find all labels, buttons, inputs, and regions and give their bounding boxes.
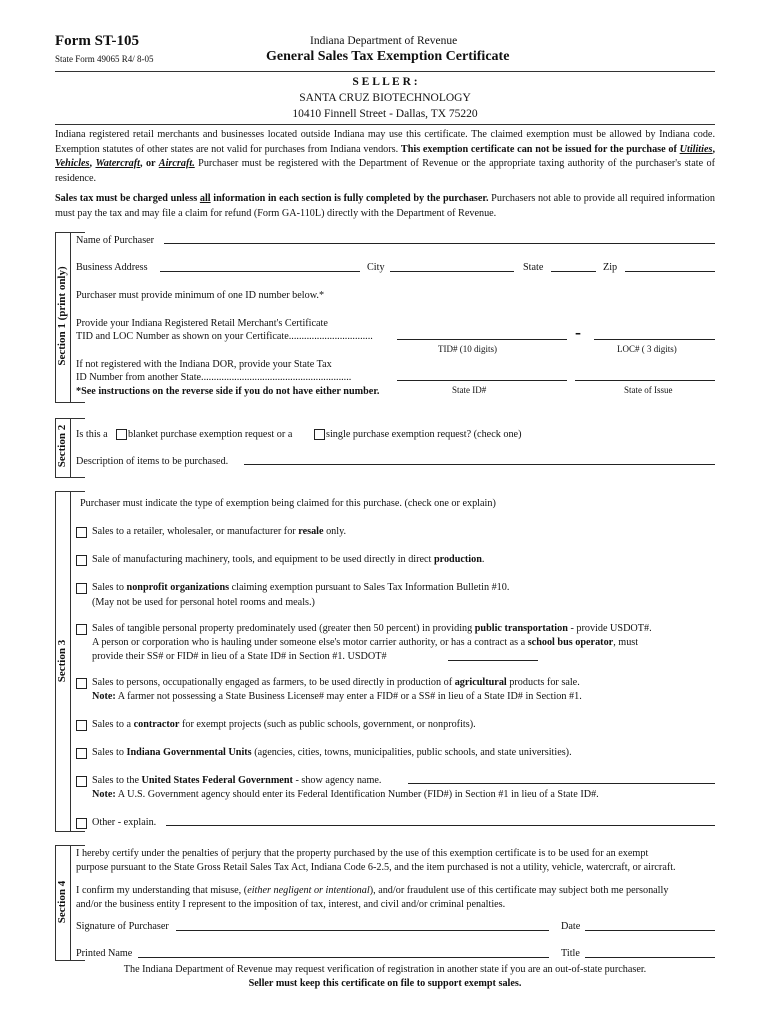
contractor-label <box>92 719 476 731</box>
intro-paragraph <box>55 128 715 186</box>
transport-text-c: - provide USDOT#. <box>567 623 652 634</box>
loc-number-field[interactable] <box>594 339 715 340</box>
misuse-text-a: I confirm my understanding that misuse, ( <box>76 885 248 896</box>
blanket-label: blanket purchase exemption request or a <box>128 429 293 440</box>
transport-text-f: , must <box>613 637 639 648</box>
date-label: Date <box>561 921 581 932</box>
section4-label: Section 4 <box>56 880 68 924</box>
intro-utilities: Utilities <box>679 143 713 155</box>
business-address-label: Business Address <box>76 262 148 273</box>
state-id-field[interactable] <box>397 380 567 381</box>
description-label: Description of items to be purchased. <box>76 456 229 467</box>
misuse-line1 <box>76 885 668 897</box>
charge-paragraph <box>55 192 715 221</box>
state-label: State <box>523 262 544 273</box>
agri-text-a: Sales to persons, occupationally engaged as farmers, to be used directly in production of <box>92 677 455 688</box>
transport-text-b: public transportation <box>474 623 568 634</box>
gov-text-a: Sales to <box>92 747 127 758</box>
federal-government-checkbox[interactable] <box>76 776 87 787</box>
agricultural-checkbox[interactable] <box>76 678 87 689</box>
nonprofit-note: (May not be used for personal hotel rooms and meals.) <box>92 597 315 608</box>
nonprofit-checkbox[interactable] <box>76 583 87 594</box>
transport-text-a: Sales of tangible personal property predominately used (greater then 50 percent) in providing <box>92 623 475 634</box>
intro-aircraft: Aircraft. <box>158 158 195 169</box>
other-explain-field[interactable] <box>166 825 715 826</box>
city-label: City <box>367 262 385 273</box>
state-tax-instruction-line1: If not registered with the Indiana DOR, provide your State Tax <box>76 359 332 370</box>
agri-note-label: Note: <box>92 691 116 702</box>
name-of-purchaser-field[interactable] <box>164 243 715 244</box>
id-requirement-note: Purchaser must provide minimum of one ID number below.* <box>76 290 325 301</box>
intro-text-c: Purchaser must be registered with the Department of Revenue or the appropriate taxing authority of the purchaser's state of residence. <box>55 158 716 184</box>
tid-caption: TID# (10 digits) <box>438 344 497 354</box>
tid-number-field[interactable] <box>397 339 567 340</box>
transportation-line2 <box>92 637 638 649</box>
contractor-text-b: contractor <box>133 719 180 730</box>
charge-text-a: Sales tax must be charged unless <box>55 193 200 204</box>
production-text-a: Sale of manufacturing machinery, tools, and equipment to be used directly in direct <box>92 554 434 565</box>
charge-all: all <box>199 193 211 204</box>
section1-label: Section 1 (print only) <box>56 266 68 366</box>
resale-text-a: Sales to a retailer, wholesaler, or manufacturer for <box>92 526 299 537</box>
see-instructions-note: *See instructions on the reverse side if you do not have either number. <box>76 386 380 397</box>
zip-label: Zip <box>603 262 618 273</box>
transport-text-e: school bus operator <box>527 637 614 648</box>
state-field[interactable] <box>551 271 596 272</box>
production-checkbox[interactable] <box>76 555 87 566</box>
resale-checkbox[interactable] <box>76 527 87 538</box>
printed-name-label: Printed Name <box>76 948 133 959</box>
tid-instruction-line2: TID and LOC Number as shown on your Certificate................................. <box>76 331 373 342</box>
tid-instruction-line1: Provide your Indiana Registered Retail Merchant's Certificate <box>76 318 328 329</box>
charge-text-b: information in each section is fully completed by the purchaser. <box>210 193 489 204</box>
nonprofit-text-c: claiming exemption pursuant to Sales Tax Information Bulletin #10. <box>229 582 510 593</box>
intro-vehicles: Vehicles <box>55 158 90 169</box>
signature-field[interactable] <box>176 930 549 931</box>
usdot-field[interactable] <box>448 660 538 661</box>
single-checkbox[interactable] <box>314 429 325 440</box>
business-address-field[interactable] <box>160 271 360 272</box>
footer-seller-note: Seller must keep this certificate on file to support exempt sales. <box>248 978 522 989</box>
form-id: Form ST-105 <box>55 33 140 49</box>
transport-text-d: A person or corporation who is hauling under someone else's motor carrier authority, or has a contract as a <box>92 637 528 648</box>
zip-field[interactable] <box>625 271 715 272</box>
contractor-checkbox[interactable] <box>76 720 87 731</box>
fed-text-a: Sales to the <box>92 775 142 786</box>
certification-line2: purpose pursuant to the State Gross Retail Sales Tax Act, Indiana Code 6-2.5, and the item purchased is not a utility, vehicle, watercraft, or aircraft. <box>76 862 676 873</box>
intro-comma-2: , <box>89 158 96 169</box>
transportation-checkbox[interactable] <box>76 624 87 635</box>
nonprofit-text-b: nonprofit organizations <box>126 582 230 593</box>
seller-name: SANTA CRUZ BIOTECHNOLOGY <box>299 92 471 104</box>
resale-label <box>92 526 346 538</box>
printed-name-field[interactable] <box>138 957 549 958</box>
resale-text-b: resale <box>298 526 324 537</box>
city-field[interactable] <box>390 271 514 272</box>
fed-note-label: Note: <box>92 789 116 800</box>
charge-text-c: Purchasers not able to provide all required information must pay the tax and may file a claim for refund (Form GA-110L) directly with the Department of Revenue. <box>55 193 715 219</box>
fed-note-text: A U.S. Government agency should enter its Federal Identification Number (FID#) in Section #1 in lieu of a State ID#. <box>115 789 599 800</box>
federal-government-label <box>92 775 381 787</box>
gov-text-c: (agencies, cities, towns, municipalities, public schools, and state universities). <box>251 747 572 758</box>
governmental-units-label <box>92 747 572 759</box>
state-id-caption: State ID# <box>452 385 487 395</box>
seller-address: 10410 Finnell Street - Dallas, TX 75220 <box>292 108 478 120</box>
production-label <box>92 554 484 566</box>
certification-line1: I hereby certify under the penalties of perjury that the property purchased by the use of this exemption certificate is to be used for an exempt <box>76 848 649 859</box>
agri-note-text: A farmer not possessing a State Business License# may enter a FID# or a SS# in lieu of a State ID# in Section #1. <box>115 691 582 702</box>
seller-divider <box>55 124 715 125</box>
agri-text-b: agricultural <box>454 677 507 688</box>
single-label: single purchase exemption request? (check one) <box>326 429 522 440</box>
description-field[interactable] <box>244 464 715 465</box>
section2-bracket <box>70 418 85 478</box>
state-of-issue-caption: State of Issue <box>624 385 673 395</box>
section3-label: Section 3 <box>56 639 68 683</box>
governmental-units-checkbox[interactable] <box>76 748 87 759</box>
state-of-issue-field[interactable] <box>575 380 715 381</box>
section3-intro: Purchaser must indicate the type of exemption being claimed for this purchase. (check one or explain) <box>80 498 496 509</box>
other-label: Other - explain. <box>92 817 157 828</box>
date-field[interactable] <box>585 930 715 931</box>
nonprofit-label <box>92 582 509 594</box>
intro-or: , or <box>140 158 159 169</box>
gov-text-b: Indiana Governmental Units <box>126 747 252 758</box>
signature-label: Signature of Purchaser <box>76 921 169 932</box>
fed-text-b: United States Federal Government <box>141 775 293 786</box>
production-text-b: production <box>433 554 482 565</box>
footer-verification-note: The Indiana Department of Revenue may request verification of registration in another state if you are an out-of-state purchaser. <box>123 964 647 975</box>
intro-watercraft: Watercraft <box>95 158 140 169</box>
form-title: General Sales Tax Exemption Certificate <box>266 49 510 64</box>
state-tax-instruction-line2: ID Number from another State........................................................... <box>76 372 352 383</box>
production-text-c: . <box>481 554 485 565</box>
intro-text-b: This exemption certificate can not be issued for the purchase of <box>400 143 680 155</box>
transportation-label <box>92 623 652 635</box>
agency-name-field[interactable] <box>408 783 715 784</box>
fed-text-c: - show agency name. <box>292 775 382 786</box>
federal-note <box>92 789 599 801</box>
seller-label: S E L L E R : <box>352 76 418 88</box>
is-this-a-label: Is this a <box>76 429 108 440</box>
tid-loc-dash: - <box>575 322 581 342</box>
agricultural-note <box>92 691 582 703</box>
title-field[interactable] <box>585 957 715 958</box>
misuse-text-c: ), and/or fraudulent use of this certificate may subject both me personally <box>369 885 669 896</box>
resale-text-c: only. <box>323 526 347 537</box>
state-form-number: State Form 49065 R4/ 8-05 <box>55 54 154 64</box>
header-divider <box>55 71 715 72</box>
misuse-line2: and/or the business entity I represent to the imposition of tax, interest, and civil and/or criminal penalties. <box>76 899 506 910</box>
other-checkbox[interactable] <box>76 818 87 829</box>
blanket-checkbox[interactable] <box>116 429 127 440</box>
contractor-text-c: for exempt projects (such as public schools, government, or nonprofits). <box>179 719 476 730</box>
contractor-text-a: Sales to a <box>92 719 134 730</box>
agri-text-c: products for sale. <box>506 677 580 688</box>
title-label: Title <box>561 948 580 959</box>
misuse-text-b: either negligent or intentional <box>247 885 370 896</box>
agricultural-label <box>92 677 580 689</box>
nonprofit-text-a: Sales to <box>92 582 127 593</box>
section2-label: Section 2 <box>56 424 68 468</box>
loc-caption: LOC# ( 3 digits) <box>617 344 677 354</box>
intro-comma-1: , <box>712 143 715 155</box>
name-of-purchaser-label: Name of Purchaser <box>76 235 155 246</box>
department-name: Indiana Department of Revenue <box>310 35 458 47</box>
transportation-line3: provide their SS# or FID# in lieu of a State ID# in Section #1. USDOT# <box>92 651 387 662</box>
intro-text-a: Indiana registered retail merchants and businesses located outside Indiana may use this certificate. The claimed exemption must be allowed by Indiana code. Exemption statutes of other states are not valid for purchases from Indiana vendors. <box>55 129 715 155</box>
